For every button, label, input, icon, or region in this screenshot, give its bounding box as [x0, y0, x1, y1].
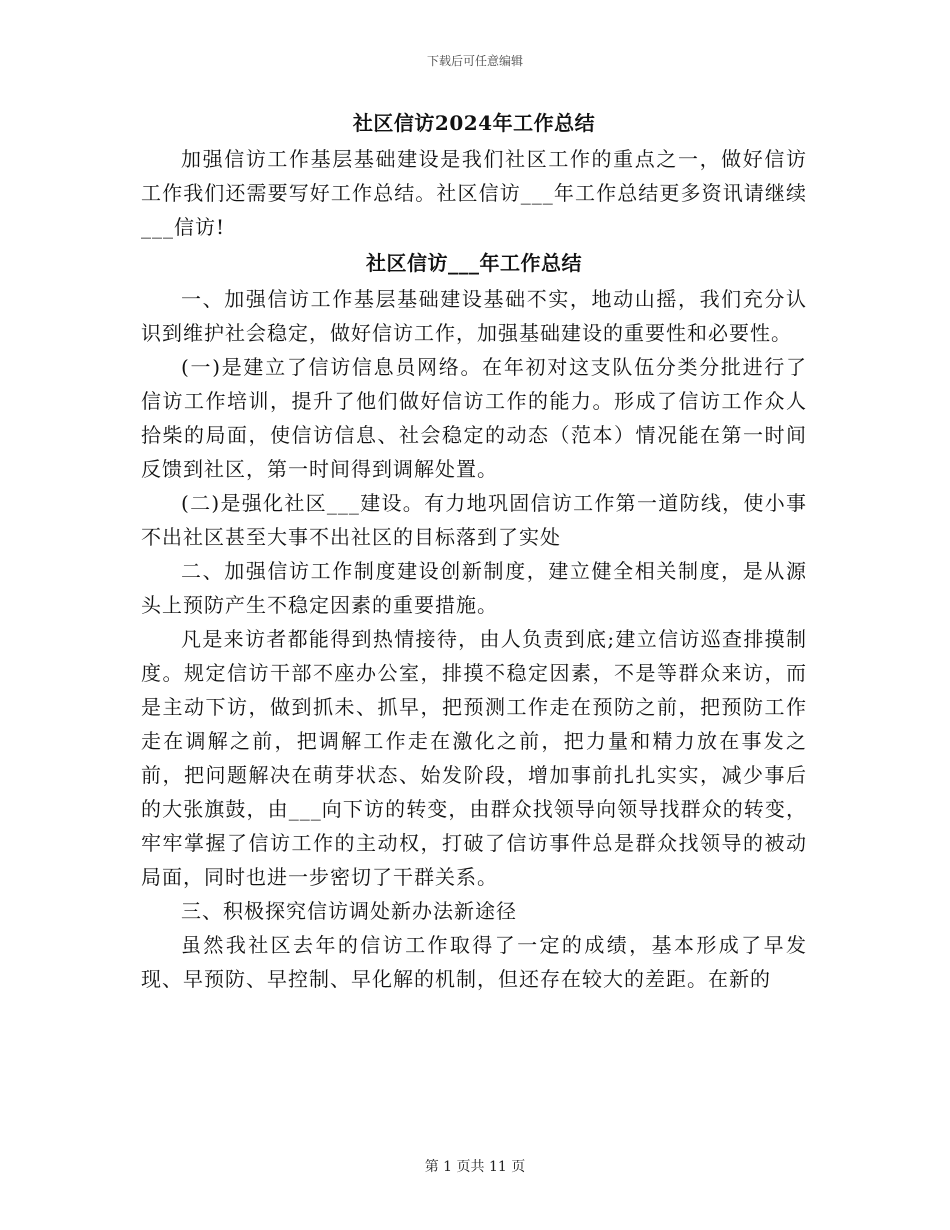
- paragraph-3: (二)是强化社区___建设。有力地巩固信访工作第一道防线，使小事不出社区甚至大事不出社区的目标落到了实处: [141, 491, 807, 549]
- document-title: 社区信访2024年工作总结: [352, 111, 596, 135]
- page-footer: 第 1 页共 11 页: [424, 1159, 526, 1175]
- section-title: 社区信访___年工作总结: [366, 251, 582, 275]
- paragraph-7: 虽然我社区去年的信访工作取得了一定的成绩，基本形成了早发现、早预防、早控制、早化解的机制，但还存在较大的差距。在新的: [141, 933, 807, 991]
- document-body: [141, 104, 807, 996]
- paragraph-1: 一、加强信访工作基层基础建设基础不实，地动山摇，我们充分认识到维护社会稳定，做好信访工作，加强基础建设的重要性和必要性。: [141, 287, 807, 345]
- intro-paragraph: 加强信访工作基层基础建设是我们社区工作的重点之一，做好信访工作我们还需要写好工作总结。社区信访___年工作总结更多资讯请继续___信访!: [141, 147, 807, 239]
- paragraph-4: 二、加强信访工作制度建设创新制度，建立健全相关制度，是从源头上预防产生不稳定因素的重要措施。: [141, 559, 807, 617]
- paragraph-5: 凡是来访者都能得到热情接待，由人负责到底;建立信访巡查排摸制度。规定信访干部不座办公室，排摸不稳定因素，不是等群众来访，而是主动下访，做到抓未、抓早，把预测工作走在预防之前，把预防工作走在调解之前，把调解工作走在激化之前，把力量和精力放在事发之前，把问题解决在萌芽状态、始发阶段，增加事前扎扎实实，减少事后的大张旗鼓，由___向下访的转变，由群众找领导向领导找群众的转变，牢牢掌握了信访工作的主动权，打破了信访事件总是群众找领导的被动局面，同时也进一步密切了干群关系。: [141, 627, 807, 889]
- paragraph-6: 三、积极探究信访调处新办法新途径: [181, 899, 517, 923]
- paragraph-2: (一)是建立了信访信息员网络。在年初对这支队伍分类分批进行了信访工作培训，提升了他们做好信访工作的能力。形成了信访工作众人拾柴的局面，使信访信息、社会稳定的动态（范本）情况能在第一时间反馈到社区，第一时间得到调解处置。: [141, 355, 807, 481]
- page-header: 下载后可任意编辑: [426, 54, 523, 68]
